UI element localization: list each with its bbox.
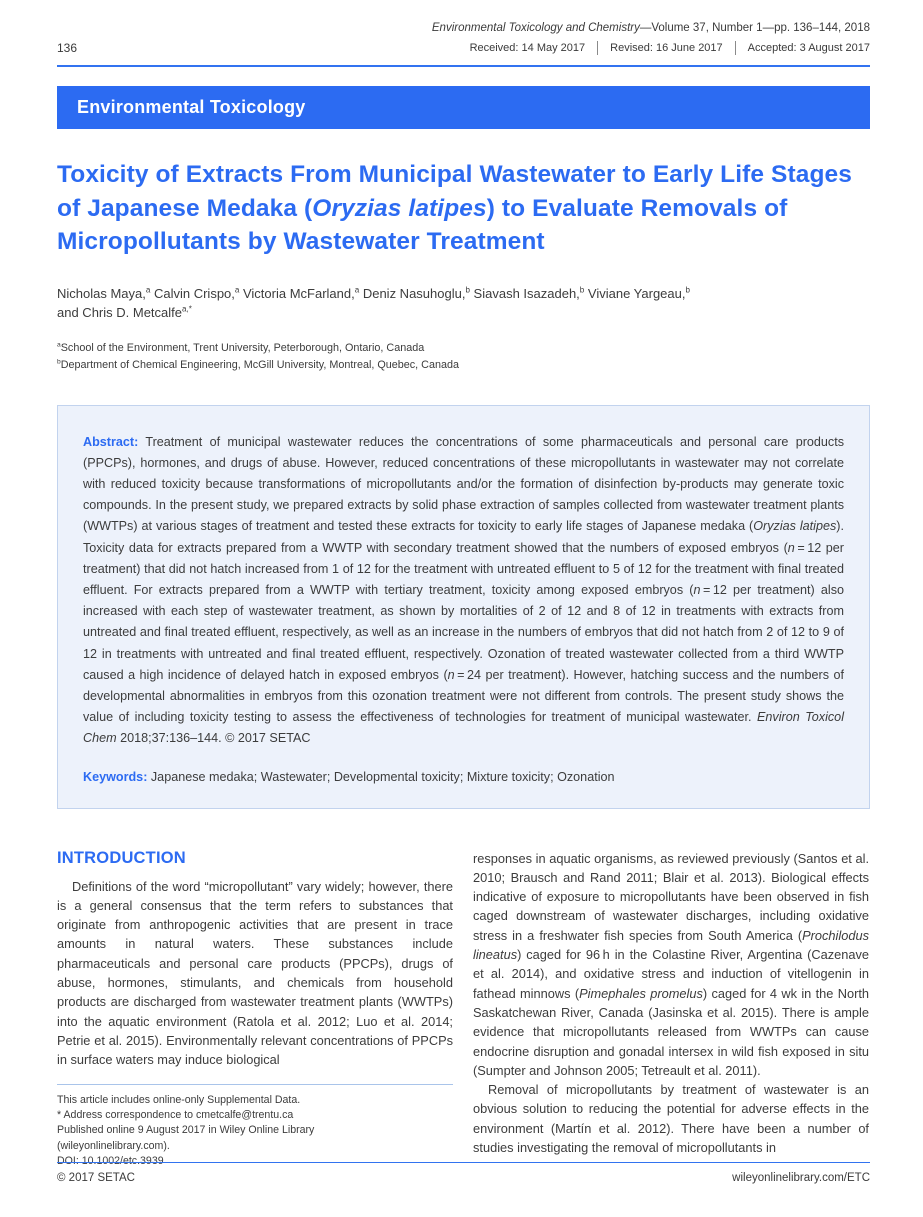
keywords-line — [83, 770, 844, 784]
affiliation-mark: a — [57, 340, 61, 348]
affiliation-line — [57, 357, 870, 375]
keywords-text: Japanese medaka; Wastewater; Developmental toxicity; Mixture toxicity; Ozonation — [147, 769, 615, 784]
header-rule — [57, 65, 870, 67]
title-text: Toxicity of Extracts From Municipal Wastewater to Early Life Stages of Japanese Medaka ( — [57, 161, 852, 222]
abstract-n-italic: n — [693, 582, 701, 597]
title-text: ) to Evaluate Removals of Micropollutants by Wastewater Treatment — [57, 194, 788, 255]
author-affiliation-mark: a — [145, 285, 151, 295]
date-separator — [597, 41, 598, 55]
page-footer — [57, 1162, 870, 1184]
body-paragraph: Removal of micropollutants by treatment of wastewater is an obvious solution to reducing the potential for adverse effects in the environment (Martín et al. 2012). There have been a number of studies investigating the removal of micropollutants in — [473, 1082, 869, 1155]
footnote-rule — [57, 1084, 453, 1085]
right-column — [473, 849, 869, 1170]
footnote-line-correspondence: * Address correspondence to cmetcalfe@trentu.ca — [57, 1108, 294, 1121]
affiliation-text: Department of Chemical Engineering, McGill University, Montreal, Quebec, Canada — [60, 359, 459, 371]
abstract-text: = 24 per treatment). However, hatching success and the numbers of developmental abnormalities in embryos from this ozonation treatment were not different from controls. The present study shows the value of including toxicity testing to assess the effectiveness of technologies for treatment of municipal wastewater. — [83, 667, 844, 725]
abstract-species-italic: Oryzias latipes — [753, 519, 837, 534]
affiliation-line — [57, 340, 870, 358]
abstract-text: Treatment of municipal wastewater reduces the concentrations of some pharmaceuticals and personal care products (PPCPs), hormones, and drugs of abuse. However, reduced concentrations of these micropollutants in wastewater may not correlate with reduced toxicity because transformations of micropollutants and/or the formation of disinfection by-products may generate toxic compounds. In the present study, we prepared extracts by solid phase extraction of samples collected from wastewater treatment plants (WWTPs) at various stages of treatment and tested these extracts for toxicity to early life stages of Japanese medaka ( — [83, 434, 844, 534]
journal-name: Environmental Toxicology and Chemistry — [431, 22, 640, 34]
revised-date: Revised: 16 June 2017 — [610, 42, 723, 54]
species-italic: Pimephales promelus — [579, 985, 703, 1001]
footer-copyright: © 2017 SETAC — [57, 1172, 135, 1184]
author-name: and Chris D. Metcalfe — [57, 304, 182, 320]
body-paragraph — [473, 849, 869, 1081]
title-species-italic: Oryzias latipes — [312, 194, 487, 222]
author-list — [57, 284, 870, 322]
abstract-box — [57, 405, 870, 809]
footnote-line-doi: DOI: 10.1002/etc.3939 — [57, 1155, 164, 1168]
section-banner: Environmental Toxicology — [57, 86, 870, 129]
introduction-heading: INTRODUCTION — [57, 848, 186, 867]
author-name: Nicholas Maya, — [57, 285, 146, 301]
abstract-text: 2018;37:136–144. © 2017 SETAC — [116, 731, 311, 746]
author-affiliation-mark: b — [579, 285, 585, 295]
body-text: ) caged for 4 wk in the North Saskatchewan River, Canada (Jasinska et al. 2015). There is ample evidence that micropollutants released from WWTPs can cause endocrine disruption and gonadal intersex in wild fish exposed in situ (Sumpter and Johnson 2005; Tetreault et al. 2011). — [473, 985, 870, 1078]
affiliation-mark: b — [57, 358, 61, 366]
footnote-line: This article includes online-only Supplemental Data. — [57, 1093, 301, 1106]
affiliation-text: School of the Environment, Trent University, Peterborough, Ontario, Canada — [60, 341, 425, 354]
footnotes-block — [57, 1084, 453, 1170]
author-affiliation-mark: b — [465, 285, 470, 295]
received-date: Received: 14 May 2017 — [469, 42, 586, 54]
page-number: 136 — [57, 41, 78, 55]
body-text: ) caged for 96 h in the Colastine River, Argentina (Cazenave et al. 2014), and oxidative stress and induction of vitellogenin in fathead minnows ( — [473, 947, 869, 1001]
date-separator — [735, 41, 736, 55]
abstract-text: = 12 per treatment) that did not hatch increased from 1 of 12 for the treatment with untreated effluent to 5 of 12 for the treatment with final treated effluent. For extracts prepared from a WWTP with tertiary treatment, toxicity among exposed embryos ( — [83, 540, 844, 597]
abstract-text: = 12 per treatment) also increased with each step of wastewater treatment, as shown by mortalities of 2 of 12 and 8 of 12 in treatments with extracts from untreated and final treated effluent, respectively, as well as an increase in the numbers of embryos that did not hatch from 2 of 12 to 9 of 12 in treatments with untreated and final treated effluent, respectively. Ozonation of treated wastewater collected from a third WWTP caused a high incidence of delayed hatch in exposed embryos ( — [83, 582, 844, 682]
author-name: Siavash Isazadeh, — [469, 285, 580, 301]
author-name: Victoria McFarland, — [239, 285, 355, 301]
footnote-line: Published online 9 August 2017 in Wiley Online Library — [57, 1124, 315, 1137]
abstract-label: Abstract: — [83, 434, 139, 449]
left-column — [57, 849, 453, 1170]
affiliations — [57, 340, 870, 375]
body-columns — [57, 849, 870, 1170]
journal-citation-line — [57, 22, 870, 34]
author-name: Calvin Crispo, — [150, 285, 235, 301]
body-text: responses in aquatic organisms, as reviewed previously (Santos et al. 2010; Brausch and Rand 2011; Blair et al. 2013). Biological effects indicative of exposure to micropollutants have been observed in fish caged downstream of wastewater discharges, including oxidative stress in a freshwater fish species from South America ( — [473, 850, 869, 943]
author-name: Deniz Nasuhoglu, — [359, 285, 466, 301]
footer-rule — [57, 1162, 870, 1163]
author-affiliation-mark: a — [234, 285, 240, 295]
author-affiliation-mark: b — [685, 285, 690, 295]
author-affiliation-mark: a,* — [182, 304, 192, 314]
accepted-date: Accepted: 3 August 2017 — [747, 42, 870, 54]
author-name: Viviane Yargeau, — [584, 285, 686, 301]
author-affiliation-mark: a — [354, 285, 360, 295]
abstract-paragraph — [83, 432, 844, 750]
species-italic: Prochilodus lineatus — [473, 927, 869, 963]
manuscript-dates — [470, 41, 870, 55]
keywords-label: Keywords: — [83, 769, 148, 784]
header-meta-row — [57, 41, 870, 55]
article-title — [57, 158, 870, 259]
abstract-citation-italic: Environ Toxicol Chem — [83, 710, 844, 746]
abstract-n-italic: n — [787, 540, 795, 555]
abstract-n-italic: n — [447, 667, 455, 682]
footer-row — [57, 1172, 870, 1184]
footnote-line: (wileyonlinelibrary.com). — [57, 1139, 170, 1152]
introduction-paragraph: Definitions of the word “micropollutant” vary widely; however, there is a general consensus that the term refers to substances that originate from anthropogenic activities that are present in trace amounts in natural waters. These substances include pharmaceuticals and personal care products (PPCPs), drugs of abuse, hormones, stimulants, and chemicals from household products are discharged from wastewater treatment plants (WWTPs) into the aquatic environment (Ratola et al. 2012; Luo et al. 2014; Petrie et al. 2015). Environmentally relevant concentrations of PPCPs in surface waters may induce biological — [57, 878, 453, 1068]
footer-website: wileyonlinelibrary.com/ETC — [732, 1172, 870, 1184]
abstract-text: ). Toxicity data for extracts prepared from a WWTP with secondary treatment showed that the numbers of exposed embryos ( — [83, 519, 844, 555]
journal-volume-info: —Volume 37, Number 1—pp. 136–144, 2018 — [639, 22, 870, 34]
